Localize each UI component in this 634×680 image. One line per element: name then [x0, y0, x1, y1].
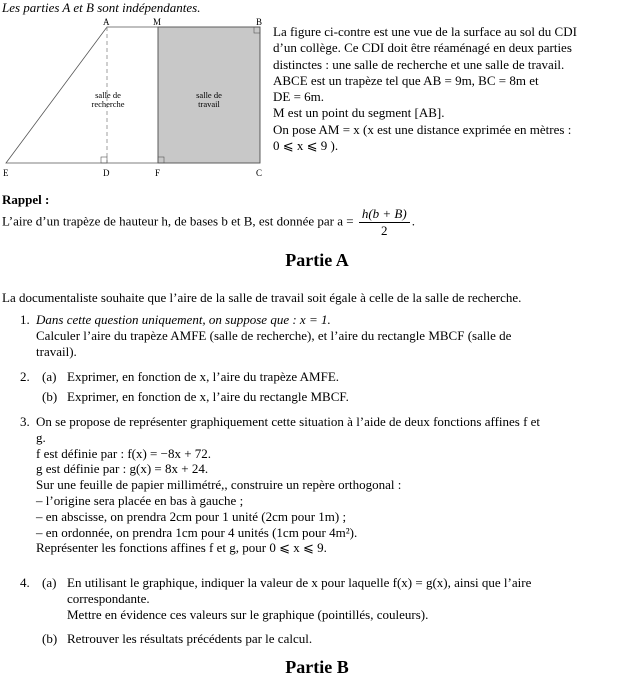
- q3-line: g est définie par : g(x) = 8x + 24.: [36, 461, 209, 477]
- q3-number: 3.: [20, 414, 30, 429]
- room-research-line2: recherche: [91, 99, 125, 109]
- part-a-heading: Partie A: [285, 250, 349, 270]
- q3-block: [36, 414, 540, 556]
- q4b-text: Retrouver les résultats précédents par le calcul.: [67, 631, 313, 646]
- q3-line: Sur une feuille de papier millimétré,, construire un repère orthogonal :: [36, 477, 402, 493]
- room-research-line1: salle de: [95, 90, 121, 100]
- q3-line: g.: [36, 429, 46, 445]
- q1-number: 1.: [20, 312, 30, 327]
- part-b-title: [0, 659, 634, 675]
- q2a-text: Exprimer, en fonction de x, l’aire du trapèze AMFE.: [67, 369, 340, 384]
- intro-block: [273, 24, 633, 154]
- room-research-label: [76, 91, 140, 109]
- q1-line2: Calculer l’aire du trapèze AMFE (salle de recherche), et l’aire du rectangle MBCF (salle de: [36, 328, 512, 343]
- room-work-line2: travail: [198, 99, 220, 109]
- rappel-title: Rappel :: [2, 192, 50, 207]
- q4a-block: [67, 575, 531, 623]
- intro-line: M est un point du segment [AB].: [273, 105, 445, 121]
- part-a-title: [0, 252, 634, 268]
- label-d: D: [103, 168, 110, 178]
- label-e: E: [3, 168, 9, 178]
- room-work-line1: salle de: [196, 90, 222, 100]
- q4a-line: Mettre en évidence ces valeurs sur le graphique (pointillés, couleurs).: [67, 607, 429, 622]
- q3-line: Représenter les fonctions affines f et g, pour 0 ⩽ x ⩽ 9.: [36, 540, 327, 556]
- right-angle-d: [101, 157, 107, 163]
- label-a: A: [103, 17, 110, 27]
- q1-line1: Dans cette question uniquement, on suppose que : x = 1.: [36, 312, 331, 327]
- q4a-label: (a): [42, 575, 57, 590]
- intro-line: ABCE est un trapèze tel que AB = 9m, BC = 8m et: [273, 72, 539, 88]
- q3-line: f est définie par : f(x) = −8x + 72.: [36, 445, 212, 461]
- intro-line: 0 ⩽ x ⩽ 9 ).: [273, 138, 339, 154]
- intro-line: d’un collège. Ce CDI doit être réaménagé en deux parties: [273, 40, 572, 56]
- intro-line: La figure ci-contre est une vue de la surface au sol du CDI: [273, 24, 577, 39]
- room-work-label: [177, 91, 241, 109]
- q2a-label: (a): [42, 369, 57, 384]
- q3-line: – en abscisse, on prendra 2cm pour 1 unité (2cm pour 1m) ;: [36, 508, 347, 524]
- q3-line: – en ordonnée, on prendra 1cm pour 4 unités (1cm pour 4m²).: [36, 524, 358, 540]
- rappel-formula: [2, 206, 415, 239]
- header-line: Les parties A et B sont indépendantes.: [2, 0, 201, 15]
- q3-line: – l’origine sera placée en bas à gauche ;: [36, 492, 244, 508]
- q4a-line: correspondante.: [67, 591, 150, 606]
- q3-line: On se propose de représenter graphiquement cette situation à l’aide de deux fonctions affines f et: [36, 414, 541, 429]
- q2b-text: Exprimer, en fonction de x, l’aire du rectangle MBCF.: [67, 389, 349, 404]
- q2b-label: (b): [42, 389, 58, 404]
- q1-line3: travail).: [36, 344, 77, 359]
- label-m: M: [153, 17, 162, 27]
- q4a-line: En utilisant le graphique, indiquer la valeur de x pour laquelle f(x) = g(x), ainsi que l’aire: [67, 575, 532, 590]
- part-b-heading: Partie B: [285, 657, 349, 677]
- rappel-end: .: [411, 213, 415, 229]
- label-f: F: [155, 168, 161, 178]
- intro-line: On pose AM = x (x est une distance exprimée en mètres :: [273, 121, 572, 137]
- q4b-label: (b): [42, 631, 58, 646]
- label-b: B: [256, 17, 263, 27]
- rappel-fraction: [359, 206, 410, 239]
- intro-line: distinctes : une salle de recherche et une salle de travail.: [273, 56, 565, 72]
- rappel-text: L’aire d’un trapèze de hauteur h, de bases b et B, est donnée par a =: [2, 213, 354, 229]
- part-a-intro: La documentaliste souhaite que l’aire de la salle de travail soit égale à celle de la salle de recherche.: [2, 290, 522, 305]
- intro-line: DE = 6m.: [273, 89, 325, 105]
- q2-number: 2.: [20, 369, 30, 384]
- label-c: C: [256, 168, 263, 178]
- fraction-denominator: 2: [381, 223, 388, 238]
- q4-number: 4.: [20, 575, 30, 590]
- fraction-numerator: h(b + B): [359, 206, 410, 223]
